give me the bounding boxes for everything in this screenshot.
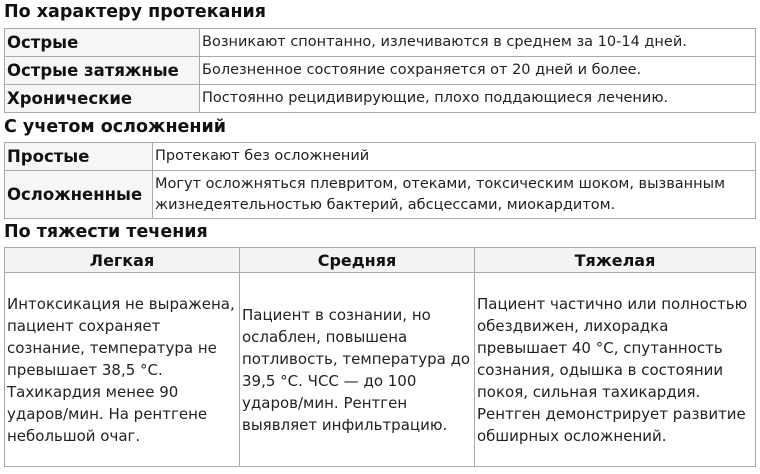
table-row (5, 29, 756, 57)
row-label-simple: Простые (5, 143, 153, 171)
table-row (5, 57, 756, 85)
table-header-row (5, 248, 756, 273)
course-table (4, 28, 756, 113)
section-title-complications: С учетом осложнений (4, 117, 227, 137)
row-label-acute-prolonged: Острые затяжные (5, 57, 200, 85)
row-label-acute: Острые (5, 29, 200, 57)
table-row (5, 273, 756, 467)
complications-table (4, 142, 756, 219)
cell-mild: Интоксикация не выражена, пациент сохраняет сознание, температура не превышает 38,5 °С. Тахикардия менее 90 ударов/мин. На рентгене небольшой очаг. (5, 273, 240, 467)
table-row (5, 85, 756, 113)
row-label-complicated: Осложненные (5, 171, 153, 219)
column-header-severe: Тяжелая (475, 248, 756, 273)
row-value-chronic: Постоянно рецидивирующие, плохо поддающиеся лечению. (200, 85, 756, 113)
row-value-simple: Протекают без осложнений (153, 143, 756, 171)
column-header-mild: Легкая (5, 248, 240, 273)
section-title-severity: По тяжести течения (4, 222, 208, 242)
severity-table (4, 247, 756, 467)
row-value-acute: Возникают спонтанно, излечиваются в среднем за 10-14 дней. (200, 29, 756, 57)
section-title-course: По характеру протекания (4, 2, 267, 22)
table-row (5, 143, 756, 171)
row-label-chronic: Хронические (5, 85, 200, 113)
row-value-acute-prolonged: Болезненное состояние сохраняется от 20 дней и более. (200, 57, 756, 85)
row-value-complicated: Могут осложняться плевритом, отеками, токсическим шоком, вызванным жизнедеятельностью бактерий, абсцессами, миокардитом. (153, 171, 756, 219)
column-header-moderate: Средняя (240, 248, 475, 273)
table-row (5, 171, 756, 219)
cell-moderate: Пациент в сознании, но ослаблен, повышена потливость, температура до 39,5 °С. ЧСС — до 100 ударов/мин. Рентген выявляет инфильтрацию. (240, 273, 475, 467)
cell-severe: Пациент частично или полностью обездвижен, лихорадка превышает 40 °С, спутанность сознания, одышка в состоянии покоя, сильная тахикардия. Рентген демонстрирует развитие обширных осложнений. (475, 273, 756, 467)
